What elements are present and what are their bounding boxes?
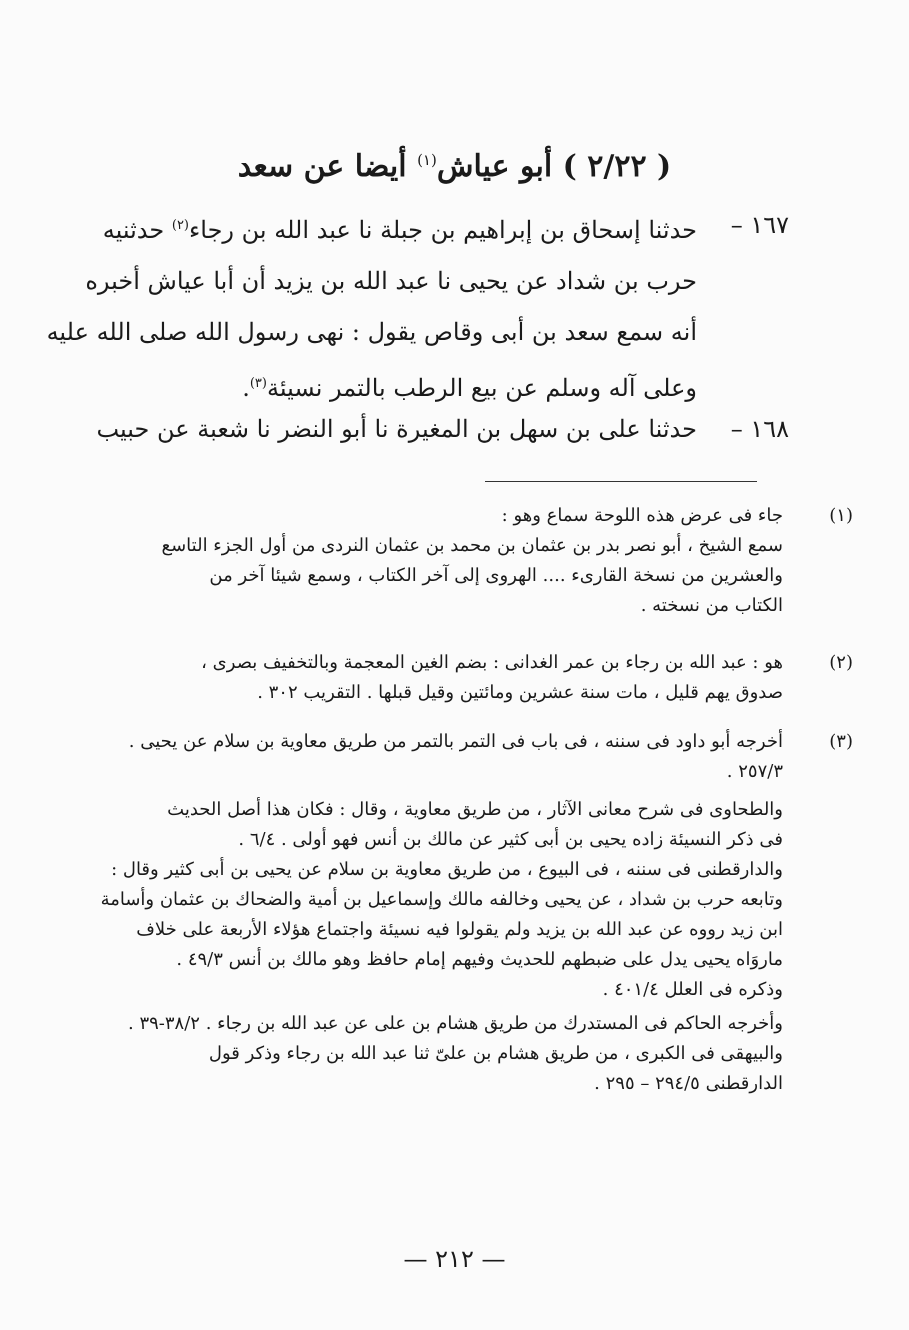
page-number: — ٢١٢ — bbox=[403, 1245, 506, 1273]
hadith-167-text bbox=[46, 200, 697, 414]
footnote-1-line: سمع الشيخ ، أبو نصر بدر بن عثمان بن محمد بن عثمان النردى من أول الجزء التاسع bbox=[161, 535, 783, 556]
footnote-3-line: فى ذكر النسيئة زاده يحيى بن أبى كثير عن مالك بن أنس فهو أولى . ٦/٤ . bbox=[238, 829, 783, 850]
footnote-2-line: هو : عبد الله بن رجاء بن عمر الغدانى : بضم الغين المعجمة وبالتخفيف بصرى ، bbox=[201, 652, 783, 673]
chapter-heading bbox=[0, 140, 909, 187]
footnote-3-line: والطحاوى فى شرح معانى الآثار ، من طريق معاوية ، وقال : فكان هذا أصل الحديث bbox=[167, 799, 783, 820]
footnote-3-line: والدارقطنى فى سننه ، فى البيوع ، من طريق معاوية بن سلام عن يحيى بن أبى كثير وقال : bbox=[111, 859, 783, 880]
footnote-1-line: جاء فى عرض هذه اللوحة سماع وهو : bbox=[501, 505, 783, 526]
footnote-1-label: (١) bbox=[829, 505, 853, 526]
footnote-3 bbox=[100, 727, 853, 1099]
footnote-3-line: وذكره فى العلل ٤٠١/٤ . bbox=[602, 979, 783, 1000]
footnote-1-line: الكتاب من نسخته . bbox=[640, 595, 783, 616]
hadith-167-line-2: حرب بن شداد عن يحيى نا عبد الله بن يزيد أن أبا عياش أخبره bbox=[85, 267, 697, 295]
hadith-167-line-4-end: . bbox=[242, 374, 250, 402]
footnote-3-line: الدارقطنى ٢٩٤/٥ – ٢٩٥ . bbox=[594, 1073, 783, 1094]
footnote-3-line: أخرجه أبو داود فى سننه ، فى باب فى التمر بالتمر من طريق معاوية بن سلام عن يحيى . bbox=[128, 731, 783, 752]
footnote-3-line: وتابعه حرب بن شداد ، عن يحيى وخالفه مالك وإسماعيل بن أمية والضحاك بن عثمان وأسامة bbox=[100, 889, 783, 910]
hadith-167-line-1 bbox=[102, 200, 697, 256]
footnote-2 bbox=[143, 648, 853, 708]
footnote-3-line: ٢٥٧/٣ . bbox=[726, 761, 783, 782]
footnote-ref-2: (٢) bbox=[171, 218, 189, 233]
footnote-2-label: (٢) bbox=[829, 652, 853, 673]
heading-prefix: ( ٢/٢٢ ) أبو عياش bbox=[436, 149, 672, 184]
hadith-number-167: ١٦٧ – bbox=[730, 211, 789, 239]
footnote-3-label: (٣) bbox=[829, 731, 853, 752]
footnote-1-line: والعشرين من نسخة القارىء .... الهروى إلى آخر الكتاب ، وسمع شيئا آخر من bbox=[209, 565, 783, 586]
hadith-168-line-1: حدثنا على بن سهل بن المغيرة نا أبو النضر نا شعبة عن حبيب bbox=[96, 415, 697, 443]
footnote-3-line: والبيهقى فى الكبرى ، من طريق هشام بن علىّ ثنا عبد الله بن رجاء وذكر قول bbox=[208, 1043, 783, 1064]
heading-suffix: أيضا عن سعد bbox=[237, 149, 418, 184]
hadith-167-line-3: أنه سمع سعد بن أبى وقاص يقول : نهى رسول الله صلى الله عليه bbox=[46, 318, 697, 346]
footnote-1 bbox=[143, 501, 853, 621]
footnote-3-line: وأخرجه الحاكم فى المستدرك من طريق هشام بن على عن عبد الله بن رجاء . ٣٨/٢-٣٩ . bbox=[128, 1013, 783, 1034]
footnote-separator bbox=[485, 481, 757, 482]
hadith-168-text bbox=[96, 404, 697, 455]
footnote-3-line: ابن زيد رووه عن عبد الله بن يزيد ولم يقولوا فيه نسيئة واجتماع هؤلاء الأربعة على خلاف bbox=[136, 919, 783, 940]
hadith-number-168: ١٦٨ – bbox=[730, 415, 789, 443]
hadith-167-line-1-end: حدثنيه bbox=[102, 216, 172, 244]
footnote-3-line: ماروَاه يحيى يدل على ضبطهم للحديث وفيهم إمام حافظ وهو مالك بن أنس ٤٩/٣ . bbox=[176, 949, 783, 970]
hadith-167-line-4-text: وعلى آله وسلم عن بيع الرطب بالتمر نسيئة bbox=[266, 374, 697, 402]
hadith-167-line-1-text: حدثنا إسحاق بن إبراهيم بن جبلة نا عبد الله بن رجاء bbox=[189, 216, 697, 244]
footnote-ref-3: (٣) bbox=[249, 376, 267, 391]
heading-footnote-ref: (١) bbox=[417, 151, 437, 169]
footnote-2-line: صدوق يهم قليل ، مات سنة عشرين ومائتين وقيل قبلها . التقريب ٣٠٢ . bbox=[257, 682, 783, 703]
